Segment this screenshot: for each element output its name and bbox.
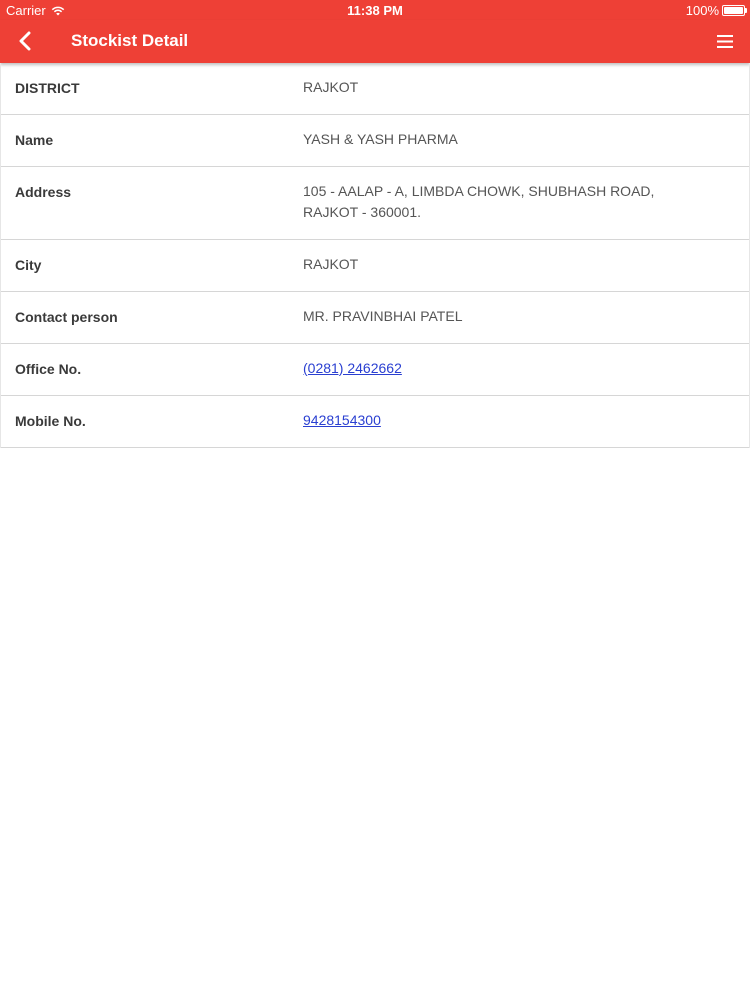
chevron-left-icon <box>18 31 32 51</box>
mobile-no-label: Mobile No. <box>15 413 86 429</box>
district-value: RAJKOT <box>303 79 359 95</box>
office-no-cell <box>303 342 749 395</box>
page-title: Stockist Detail <box>71 31 189 50</box>
city-value: RAJKOT <box>303 256 359 272</box>
app-header <box>0 20 750 63</box>
address-label: Address <box>15 184 72 200</box>
city-label: City <box>15 257 42 273</box>
carrier-label: Carrier <box>6 3 46 18</box>
detail-row-address <box>1 167 749 240</box>
district-label: DISTRICT <box>15 80 80 96</box>
contact-person-value: MR. PRAVINBHAI PATEL <box>303 308 463 324</box>
battery-indicator <box>686 3 745 18</box>
menu-button[interactable] <box>710 26 740 56</box>
detail-row-office-no <box>1 344 749 396</box>
clock: 11:38 PM <box>347 3 403 18</box>
detail-row-contact-person <box>1 292 749 344</box>
office-no-label: Office No. <box>15 361 82 377</box>
office-phone-link[interactable]: (0281) 2462662 <box>303 360 402 376</box>
mobile-phone-link[interactable]: 9428154300 <box>303 412 381 428</box>
detail-row-city <box>1 240 749 292</box>
hamburger-menu-icon <box>717 35 733 48</box>
status-bar <box>0 0 750 20</box>
mobile-no-cell <box>303 394 749 447</box>
detail-row-mobile-no <box>1 396 749 448</box>
detail-row-district <box>1 63 749 115</box>
back-button[interactable] <box>10 26 40 56</box>
name-label: Name <box>15 132 54 148</box>
detail-row-name <box>1 115 749 167</box>
address-value: 105 - AALAP - A, LIMBDA CHOWK, SHUBHASH ROAD, RAJKOT - 360001. <box>303 183 655 220</box>
name-value: YASH & YASH PHARMA <box>303 131 458 147</box>
battery-percent: 100% <box>685 3 719 18</box>
stockist-detail-list <box>0 63 750 448</box>
contact-person-label: Contact person <box>15 309 118 325</box>
battery-icon <box>722 5 745 16</box>
